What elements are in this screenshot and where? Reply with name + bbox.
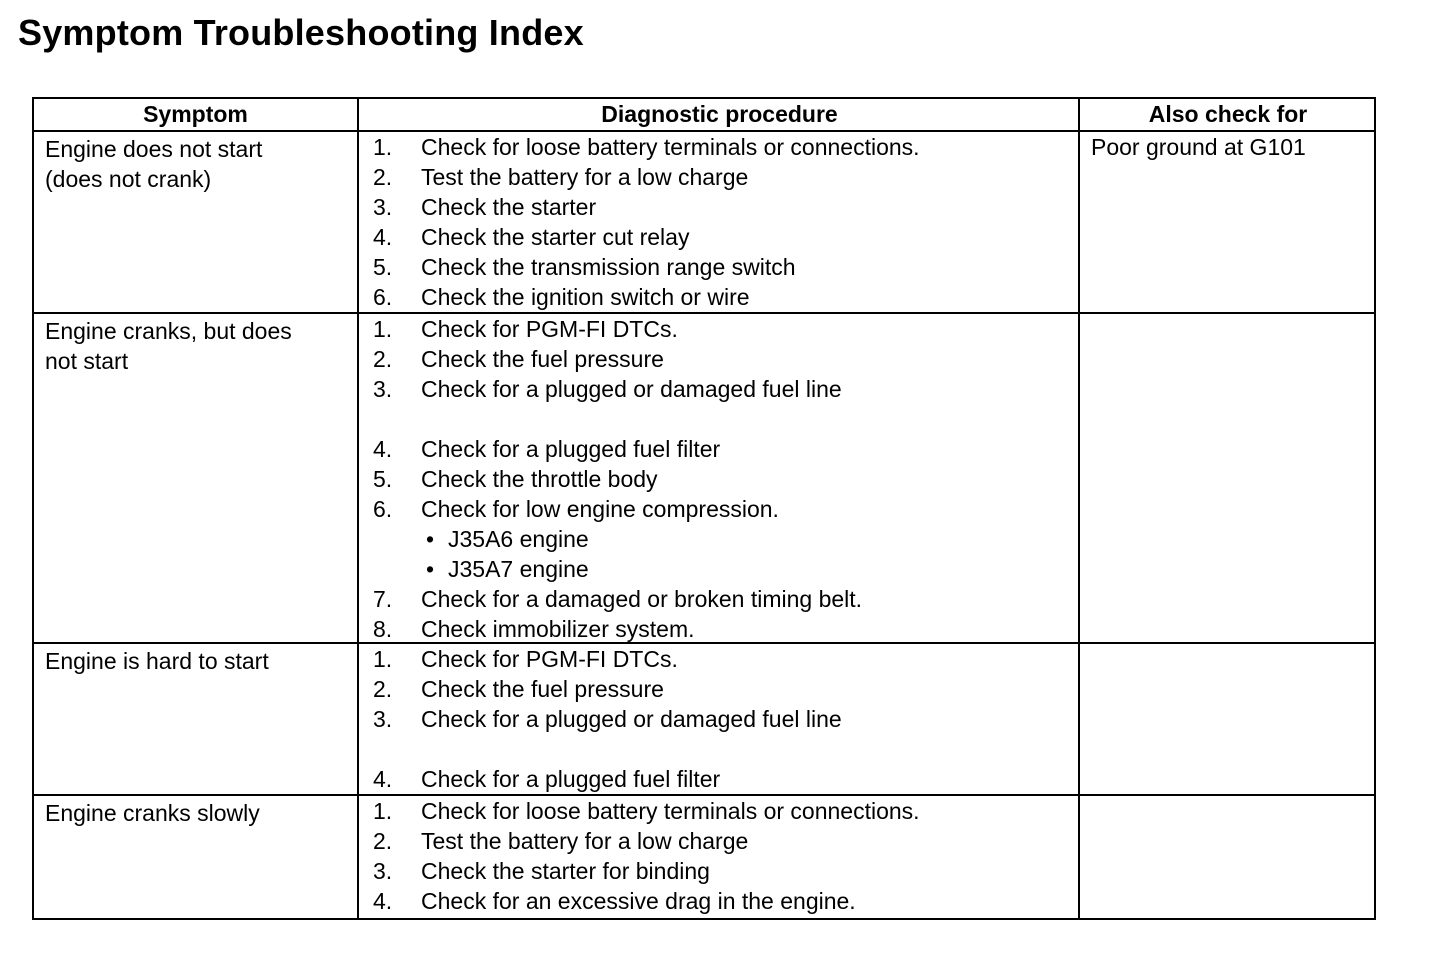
- step-text: Check for low engine compression.: [421, 496, 779, 522]
- step-spacer: [373, 404, 1068, 434]
- page-title: Symptom Troubleshooting Index: [18, 12, 584, 53]
- symptom-line: Engine is hard to start: [45, 648, 269, 674]
- step-number: 4.: [373, 436, 393, 462]
- procedure-step: [373, 796, 1068, 826]
- step-number: 4.: [373, 224, 393, 250]
- step-text: Check for a plugged or damaged fuel line: [421, 376, 842, 402]
- step-text: Check for an excessive drag in the engine.: [421, 888, 856, 914]
- step-number: 1.: [373, 798, 393, 824]
- step-number: 1.: [373, 316, 393, 342]
- step-text: Check for a plugged fuel filter: [421, 766, 721, 792]
- symptom-line: Engine does not start: [45, 136, 263, 162]
- step-text: Check the starter cut relay: [421, 224, 690, 250]
- step-number: 3.: [373, 858, 393, 884]
- procedure-step: [373, 674, 1068, 704]
- step-number: 4.: [373, 766, 393, 792]
- table-row: [34, 644, 1374, 796]
- step-number: 3.: [373, 706, 393, 732]
- also-check-cell: [1078, 644, 1374, 794]
- step-text: Check the starter for binding: [421, 858, 710, 884]
- step-text: Check the transmission range switch: [421, 254, 796, 280]
- step-number: 4.: [373, 888, 393, 914]
- step-number: 2.: [373, 346, 393, 372]
- procedure-cell: [357, 132, 1078, 312]
- step-text: Check the throttle body: [421, 466, 658, 492]
- procedure-step: [373, 374, 1068, 404]
- also-check-cell: [1078, 796, 1374, 918]
- step-text: Test the battery for a low charge: [421, 828, 749, 854]
- step-number: 2.: [373, 676, 393, 702]
- step-text: Check for loose battery terminals or connections.: [421, 798, 920, 824]
- step-number: 1.: [373, 646, 393, 672]
- procedure-step: [373, 584, 1068, 614]
- table-header-row: [34, 99, 1374, 132]
- step-text: Check for PGM-FI DTCs.: [421, 646, 678, 672]
- procedure-step: [373, 344, 1068, 374]
- procedure-step: [373, 314, 1068, 344]
- step-text: Check for a damaged or broken timing belt.: [421, 586, 863, 612]
- step-text: Check the fuel pressure: [421, 346, 664, 372]
- step-text: Check for PGM-FI DTCs.: [421, 316, 678, 342]
- procedure-step: [373, 886, 1068, 916]
- step-text: Check the starter: [421, 194, 597, 220]
- engine-sub-item: [373, 524, 1068, 554]
- symptom-line: Engine cranks, but does: [45, 318, 292, 344]
- symptom-line: Engine cranks slowly: [45, 800, 260, 826]
- procedure-step: [373, 132, 1068, 162]
- header-symptom: Symptom: [143, 101, 248, 127]
- header-also-check-for: Also check for: [1078, 99, 1376, 130]
- step-text: Check for loose battery terminals or connections.: [421, 134, 920, 160]
- procedure-step: [373, 252, 1068, 282]
- procedure-cell: [357, 644, 1078, 794]
- step-spacer: [373, 734, 1068, 764]
- step-number: 8.: [373, 616, 393, 642]
- symptom-cell: [34, 796, 357, 918]
- troubleshooting-table: [32, 97, 1376, 920]
- procedure-step: [373, 494, 1068, 524]
- symptom-cell: [34, 314, 357, 642]
- step-number: 6.: [373, 284, 393, 310]
- procedure-step: [373, 826, 1068, 856]
- procedure-step: [373, 644, 1068, 674]
- step-number: 3.: [373, 376, 393, 402]
- procedure-step: [373, 222, 1068, 252]
- step-number: 7.: [373, 586, 393, 612]
- step-number: 5.: [373, 254, 393, 280]
- step-text: Check for a plugged fuel filter: [421, 436, 721, 462]
- symptom-cell: [34, 132, 357, 312]
- step-text: Check for a plugged or damaged fuel line: [421, 706, 842, 732]
- step-number: 3.: [373, 194, 393, 220]
- procedure-step: [373, 434, 1068, 464]
- symptom-line: not start: [45, 348, 129, 374]
- bullet-icon: •: [426, 556, 435, 582]
- procedure-step: [373, 162, 1068, 192]
- procedure-step: [373, 282, 1068, 312]
- step-number: 2.: [373, 164, 393, 190]
- step-number: 6.: [373, 496, 393, 522]
- header-diagnostic-procedure: Diagnostic procedure: [357, 99, 1080, 130]
- procedure-step: [373, 704, 1068, 734]
- sub-item-text: J35A7 engine: [448, 556, 589, 582]
- also-check-cell: [1078, 132, 1374, 312]
- symptom-line: (does not crank): [45, 166, 212, 192]
- table-row: [34, 132, 1374, 314]
- also-check-cell: [1078, 314, 1374, 642]
- engine-sub-item: [373, 554, 1068, 584]
- step-number: 1.: [373, 134, 393, 160]
- step-text: Test the battery for a low charge: [421, 164, 749, 190]
- procedure-step: [373, 856, 1068, 886]
- step-number: 5.: [373, 466, 393, 492]
- bullet-icon: •: [426, 526, 435, 552]
- table-row: [34, 796, 1374, 918]
- procedure-cell: [357, 796, 1078, 918]
- also-check-text: Poor ground at G101: [1091, 134, 1306, 160]
- procedure-step: [373, 614, 1068, 644]
- sub-item-text: J35A6 engine: [448, 526, 589, 552]
- step-text: Check the ignition switch or wire: [421, 284, 750, 310]
- symptom-cell: [34, 644, 357, 794]
- procedure-cell: [357, 314, 1078, 642]
- step-number: 2.: [373, 828, 393, 854]
- step-text: Check the fuel pressure: [421, 676, 664, 702]
- procedure-step: [373, 764, 1068, 794]
- procedure-step: [373, 192, 1068, 222]
- table-row: [34, 314, 1374, 644]
- step-text: Check immobilizer system.: [421, 616, 695, 642]
- procedure-step: [373, 464, 1068, 494]
